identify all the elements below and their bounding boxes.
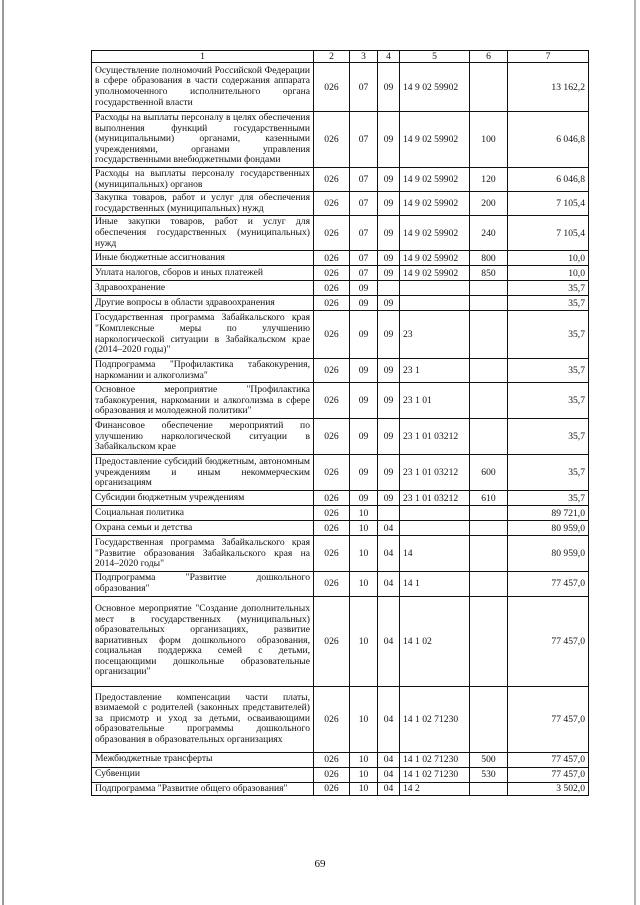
row-subsection: 09 — [378, 491, 400, 506]
row-admin-code: 026 — [314, 419, 350, 455]
row-amount: 80 959,0 — [508, 521, 589, 536]
row-admin-code: 026 — [314, 192, 350, 216]
table-row — [92, 767, 589, 782]
row-section: 10 — [350, 686, 378, 752]
header-cell: 6 — [470, 51, 508, 63]
row-target-article: 14 1 02 71230 — [400, 767, 470, 782]
row-admin-code: 026 — [314, 455, 350, 491]
row-name: Предоставление субсидий бюджетным, автономным учреждениям и иным некоммерческим организациям — [92, 455, 314, 491]
row-name: Иные бюджетные ассигнования — [92, 251, 314, 266]
row-name: Другие вопросы в области здравоохранения — [92, 296, 314, 311]
row-amount: 10,0 — [508, 251, 589, 266]
row-name: Субсидии бюджетным учреждениям — [92, 491, 314, 506]
row-amount: 35,7 — [508, 491, 589, 506]
row-admin-code: 026 — [314, 359, 350, 383]
row-admin-code: 026 — [314, 383, 350, 419]
row-name: Расходы на выплаты персоналу государственных (муниципальных) органов — [92, 167, 314, 191]
row-name: Межбюджетные трансферты — [92, 752, 314, 767]
row-expense-type: 500 — [470, 752, 508, 767]
row-section: 07 — [350, 266, 378, 281]
row-name: Подпрограмма "Развитие общего образования" — [92, 782, 314, 796]
row-subsection: 04 — [378, 782, 400, 796]
row-target-article: 14 2 — [400, 782, 470, 796]
row-admin-code: 026 — [314, 281, 350, 296]
row-section: 07 — [350, 192, 378, 216]
table-row — [92, 63, 589, 112]
row-amount: 35,7 — [508, 359, 589, 383]
table-row — [92, 782, 589, 796]
page-number: 69 — [314, 858, 326, 870]
row-name: Государственная программа Забайкальского края "Комплексные меры по улучшению наркологической ситуации в Забайкальском крае (2014–2020 годы)" — [92, 311, 314, 359]
row-target-article: 14 1 02 — [400, 596, 470, 686]
row-admin-code: 026 — [314, 506, 350, 521]
row-admin-code: 026 — [314, 63, 350, 112]
row-expense-type — [470, 536, 508, 572]
row-amount: 35,7 — [508, 281, 589, 296]
row-expense-type — [470, 596, 508, 686]
table-row — [92, 359, 589, 383]
row-admin-code: 026 — [314, 167, 350, 191]
table-row — [92, 686, 589, 752]
row-subsection: 09 — [378, 63, 400, 112]
row-name: Подпрограмма "Развитие дошкольного образования" — [92, 572, 314, 596]
row-section: 09 — [350, 359, 378, 383]
row-section: 10 — [350, 752, 378, 767]
row-expense-type: 850 — [470, 266, 508, 281]
table-row — [92, 281, 589, 296]
row-name: Иные закупки товаров, работ и услуг для обеспечения государственных (муниципальных) нужд — [92, 216, 314, 251]
row-name: Основное мероприятие "Создание дополнительных мест в государственных (муниципальных) образовательных организациях, развитие вариативных форм дошкольного образования, социальная поддержка семей с детьми, посещающими дошкольные образовательные организации" — [92, 596, 314, 686]
row-subsection: 04 — [378, 536, 400, 572]
scan-edge-left — [2, 0, 4, 905]
row-target-article: 14 9 02 59902 — [400, 63, 470, 112]
row-amount: 80 959,0 — [508, 536, 589, 572]
row-section: 10 — [350, 596, 378, 686]
row-amount: 7 105,4 — [508, 192, 589, 216]
table-row — [92, 296, 589, 311]
row-target-article — [400, 281, 470, 296]
row-expense-type: 100 — [470, 112, 508, 168]
row-subsection: 09 — [378, 455, 400, 491]
row-target-article: 14 9 02 59902 — [400, 251, 470, 266]
row-expense-type: 120 — [470, 167, 508, 191]
row-amount: 6 046,8 — [508, 112, 589, 168]
table-row — [92, 536, 589, 572]
row-amount: 10,0 — [508, 266, 589, 281]
table-row — [92, 506, 589, 521]
row-subsection — [378, 281, 400, 296]
table-row — [92, 455, 589, 491]
row-amount: 6 046,8 — [508, 167, 589, 191]
row-expense-type — [470, 63, 508, 112]
row-section: 09 — [350, 281, 378, 296]
row-subsection: 04 — [378, 767, 400, 782]
row-admin-code: 026 — [314, 767, 350, 782]
table-row — [92, 311, 589, 359]
row-expense-type: 600 — [470, 455, 508, 491]
row-subsection: 09 — [378, 311, 400, 359]
row-section: 09 — [350, 455, 378, 491]
row-expense-type — [470, 311, 508, 359]
table-row — [92, 596, 589, 686]
row-subsection: 09 — [378, 216, 400, 251]
row-amount: 35,7 — [508, 419, 589, 455]
table-row — [92, 112, 589, 168]
row-admin-code: 026 — [314, 311, 350, 359]
row-subsection: 09 — [378, 383, 400, 419]
row-target-article: 14 9 02 59902 — [400, 167, 470, 191]
row-expense-type — [470, 506, 508, 521]
row-section: 09 — [350, 491, 378, 506]
row-amount: 77 457,0 — [508, 596, 589, 686]
row-expense-type — [470, 383, 508, 419]
row-expense-type — [470, 521, 508, 536]
row-admin-code: 026 — [314, 296, 350, 311]
row-target-article: 14 9 02 59902 — [400, 192, 470, 216]
row-section: 10 — [350, 506, 378, 521]
row-target-article: 23 — [400, 311, 470, 359]
row-section: 07 — [350, 216, 378, 251]
row-expense-type: 610 — [470, 491, 508, 506]
row-name: Финансовое обеспечение мероприятий по улучшению наркологической ситуации в Забайкальском крае — [92, 419, 314, 455]
row-subsection: 09 — [378, 266, 400, 281]
row-section: 10 — [350, 521, 378, 536]
table-row — [92, 167, 589, 191]
row-target-article: 23 1 01 03212 — [400, 455, 470, 491]
table-row — [92, 521, 589, 536]
row-expense-type: 530 — [470, 767, 508, 782]
row-expense-type — [470, 572, 508, 596]
row-subsection: 04 — [378, 686, 400, 752]
budget-table — [91, 50, 589, 796]
row-admin-code: 026 — [314, 521, 350, 536]
row-expense-type: 800 — [470, 251, 508, 266]
header-cell: 2 — [314, 51, 350, 63]
row-admin-code: 026 — [314, 686, 350, 752]
header-cell: 5 — [400, 51, 470, 63]
row-amount: 3 502,0 — [508, 782, 589, 796]
row-section: 10 — [350, 782, 378, 796]
row-section: 07 — [350, 167, 378, 191]
table-row — [92, 266, 589, 281]
table-row — [92, 752, 589, 767]
row-target-article: 14 1 — [400, 572, 470, 596]
row-section: 07 — [350, 112, 378, 168]
row-section: 09 — [350, 383, 378, 419]
row-section: 09 — [350, 296, 378, 311]
row-name: Охрана семьи и детства — [92, 521, 314, 536]
row-amount: 35,7 — [508, 383, 589, 419]
table-row — [92, 572, 589, 596]
row-expense-type — [470, 782, 508, 796]
row-subsection: 09 — [378, 251, 400, 266]
row-subsection: 09 — [378, 192, 400, 216]
row-target-article: 23 1 01 — [400, 383, 470, 419]
row-expense-type — [470, 419, 508, 455]
row-section: 09 — [350, 419, 378, 455]
row-target-article: 23 1 01 03212 — [400, 419, 470, 455]
row-admin-code: 026 — [314, 112, 350, 168]
row-section: 07 — [350, 63, 378, 112]
row-admin-code: 026 — [314, 251, 350, 266]
header-cell: 7 — [508, 51, 589, 63]
row-amount: 77 457,0 — [508, 572, 589, 596]
table-row — [92, 192, 589, 216]
table-header-row — [92, 51, 589, 63]
row-name: Закупка товаров, работ и услуг для обеспечения государственных (муниципальных) нужд — [92, 192, 314, 216]
row-name: Уплата налогов, сборов и иных платежей — [92, 266, 314, 281]
row-target-article — [400, 296, 470, 311]
row-name: Предоставление компенсации части платы, взимаемой с родителей (законных представителей) за присмотр и уход за детьми, осваивающими образовательные программы дошкольного образования в образовательных организациях — [92, 686, 314, 752]
row-expense-type — [470, 296, 508, 311]
row-target-article — [400, 521, 470, 536]
row-target-article: 14 1 02 71230 — [400, 686, 470, 752]
row-section: 10 — [350, 572, 378, 596]
row-subsection: 04 — [378, 596, 400, 686]
row-subsection: 09 — [378, 359, 400, 383]
row-target-article: 23 1 — [400, 359, 470, 383]
row-section: 07 — [350, 251, 378, 266]
row-section: 09 — [350, 311, 378, 359]
row-name: Государственная программа Забайкальского края "Развитие образования Забайкальского края на 2014–2020 годы" — [92, 536, 314, 572]
row-amount: 77 457,0 — [508, 752, 589, 767]
row-admin-code: 026 — [314, 782, 350, 796]
row-subsection: 09 — [378, 296, 400, 311]
row-amount: 89 721,0 — [508, 506, 589, 521]
row-amount: 35,7 — [508, 296, 589, 311]
row-name: Осуществление полномочий Российской Федерации в сфере образования в части содержания аппарата уполномоченного исполнительного органа государственной власти — [92, 63, 314, 112]
row-name: Основное мероприятие "Профилактика табакокурения, наркомании и алкоголизма в сфере образования и молодежной политики" — [92, 383, 314, 419]
header-cell: 3 — [350, 51, 378, 63]
row-subsection — [378, 506, 400, 521]
row-admin-code: 026 — [314, 216, 350, 251]
row-target-article — [400, 506, 470, 521]
row-target-article: 14 — [400, 536, 470, 572]
row-admin-code: 026 — [314, 572, 350, 596]
row-amount: 35,7 — [508, 455, 589, 491]
row-target-article: 14 1 02 71230 — [400, 752, 470, 767]
row-amount: 35,7 — [508, 311, 589, 359]
row-admin-code: 026 — [314, 752, 350, 767]
table-row — [92, 216, 589, 251]
row-section: 10 — [350, 767, 378, 782]
row-expense-type: 240 — [470, 216, 508, 251]
row-subsection: 04 — [378, 572, 400, 596]
row-amount: 77 457,0 — [508, 767, 589, 782]
row-admin-code: 026 — [314, 536, 350, 572]
row-section: 10 — [350, 536, 378, 572]
row-subsection: 04 — [378, 752, 400, 767]
table-row — [92, 251, 589, 266]
table-row — [92, 383, 589, 419]
row-subsection: 09 — [378, 419, 400, 455]
row-target-article: 23 1 01 03212 — [400, 491, 470, 506]
row-target-article: 14 9 02 59902 — [400, 112, 470, 168]
table-row — [92, 419, 589, 455]
row-target-article: 14 9 02 59902 — [400, 216, 470, 251]
row-admin-code: 026 — [314, 596, 350, 686]
row-expense-type — [470, 281, 508, 296]
row-amount: 77 457,0 — [508, 686, 589, 752]
row-admin-code: 026 — [314, 491, 350, 506]
row-target-article: 14 9 02 59902 — [400, 266, 470, 281]
header-cell: 1 — [92, 51, 314, 63]
row-expense-type: 200 — [470, 192, 508, 216]
row-name: Социальная политика — [92, 506, 314, 521]
row-name: Здравоохранение — [92, 281, 314, 296]
table-row — [92, 491, 589, 506]
header-cell: 4 — [378, 51, 400, 63]
scan-edge-right — [634, 0, 636, 905]
row-subsection: 09 — [378, 112, 400, 168]
row-name: Субвенции — [92, 767, 314, 782]
row-name: Подпрограмма "Профилактика табакокурения, наркомании и алкоголизма" — [92, 359, 314, 383]
row-admin-code: 026 — [314, 266, 350, 281]
row-subsection: 09 — [378, 167, 400, 191]
row-name: Расходы на выплаты персоналу в целях обеспечения выполнения функций государственными (муниципальными) органами, казенными учреждениями, органами управления государственными внебюджетными фондами — [92, 112, 314, 168]
row-amount: 13 162,2 — [508, 63, 589, 112]
row-expense-type — [470, 359, 508, 383]
row-expense-type — [470, 686, 508, 752]
row-amount: 7 105,4 — [508, 216, 589, 251]
row-subsection: 04 — [378, 521, 400, 536]
